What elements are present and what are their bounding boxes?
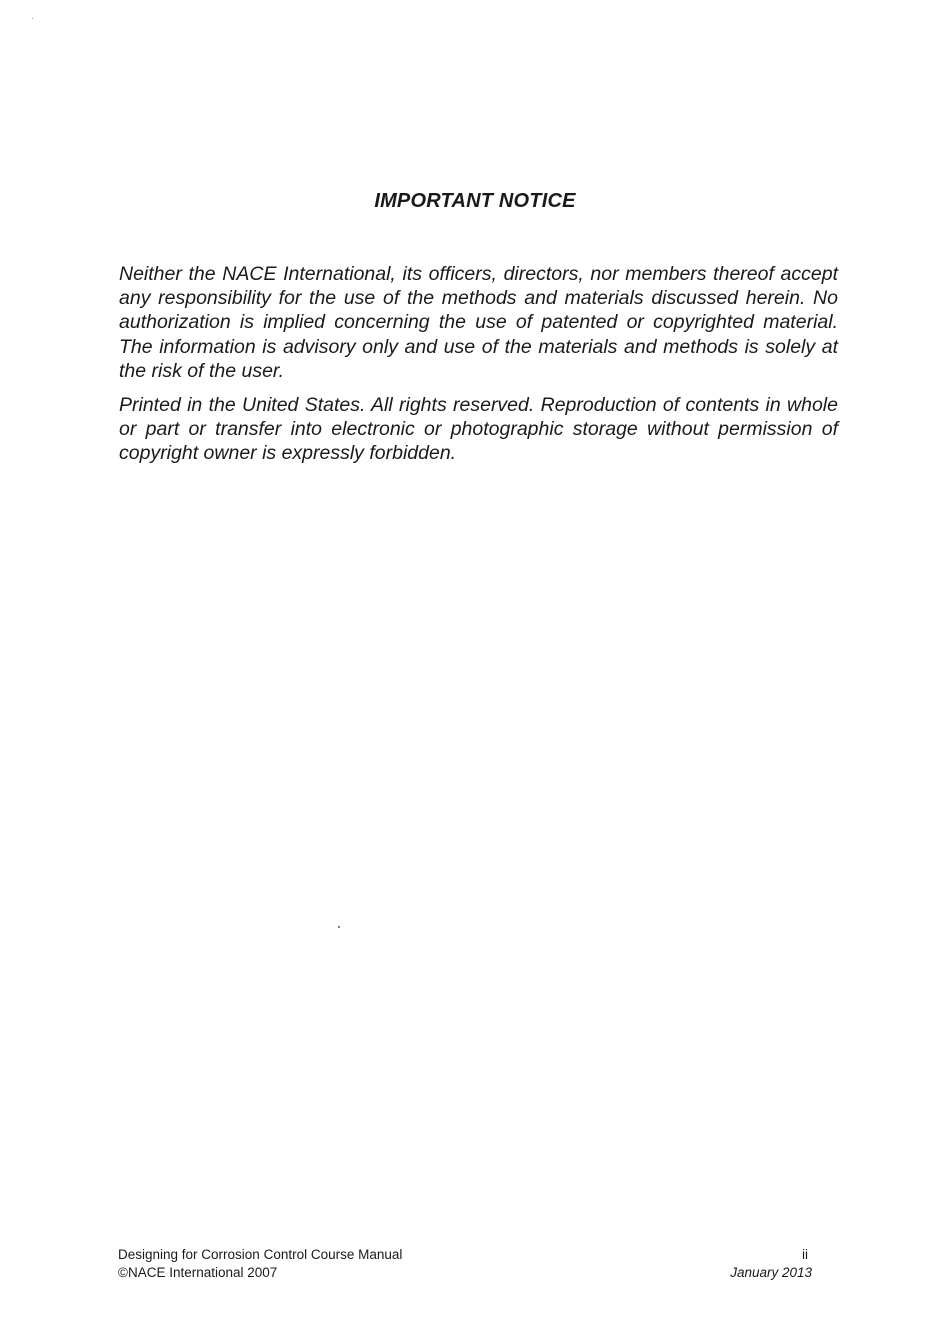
footer-copyright: ©NACE International 2007 <box>118 1264 278 1280</box>
footer-date: January 2013 <box>730 1264 812 1280</box>
page-footer <box>118 1246 812 1281</box>
rights-paragraph: Printed in the United States. All rights reserved. Reproduction of contents in whole or part or transfer into electronic or photographic storage without permission of copyright owner is expressly forbidden. <box>119 394 838 465</box>
scan-speck <box>32 18 33 19</box>
footer-manual-title: Designing for Corrosion Control Course Manual <box>118 1247 403 1262</box>
scan-speck <box>338 926 340 928</box>
footer-row-bottom <box>118 1264 812 1282</box>
footer-row-top <box>118 1246 812 1264</box>
notice-body <box>119 262 838 476</box>
notice-title: IMPORTANT NOTICE <box>374 190 576 212</box>
disclaimer-paragraph: Neither the NACE International, its officers, directors, nor members thereof accept any responsibility for the use of the methods and materials discussed herein. No authorization is implied concerning the use of patented or copyrighted material. The information is advisory only and use of the materials and methods is solely at the risk of the user. <box>119 263 838 382</box>
footer-page-number: ii <box>802 1247 808 1262</box>
